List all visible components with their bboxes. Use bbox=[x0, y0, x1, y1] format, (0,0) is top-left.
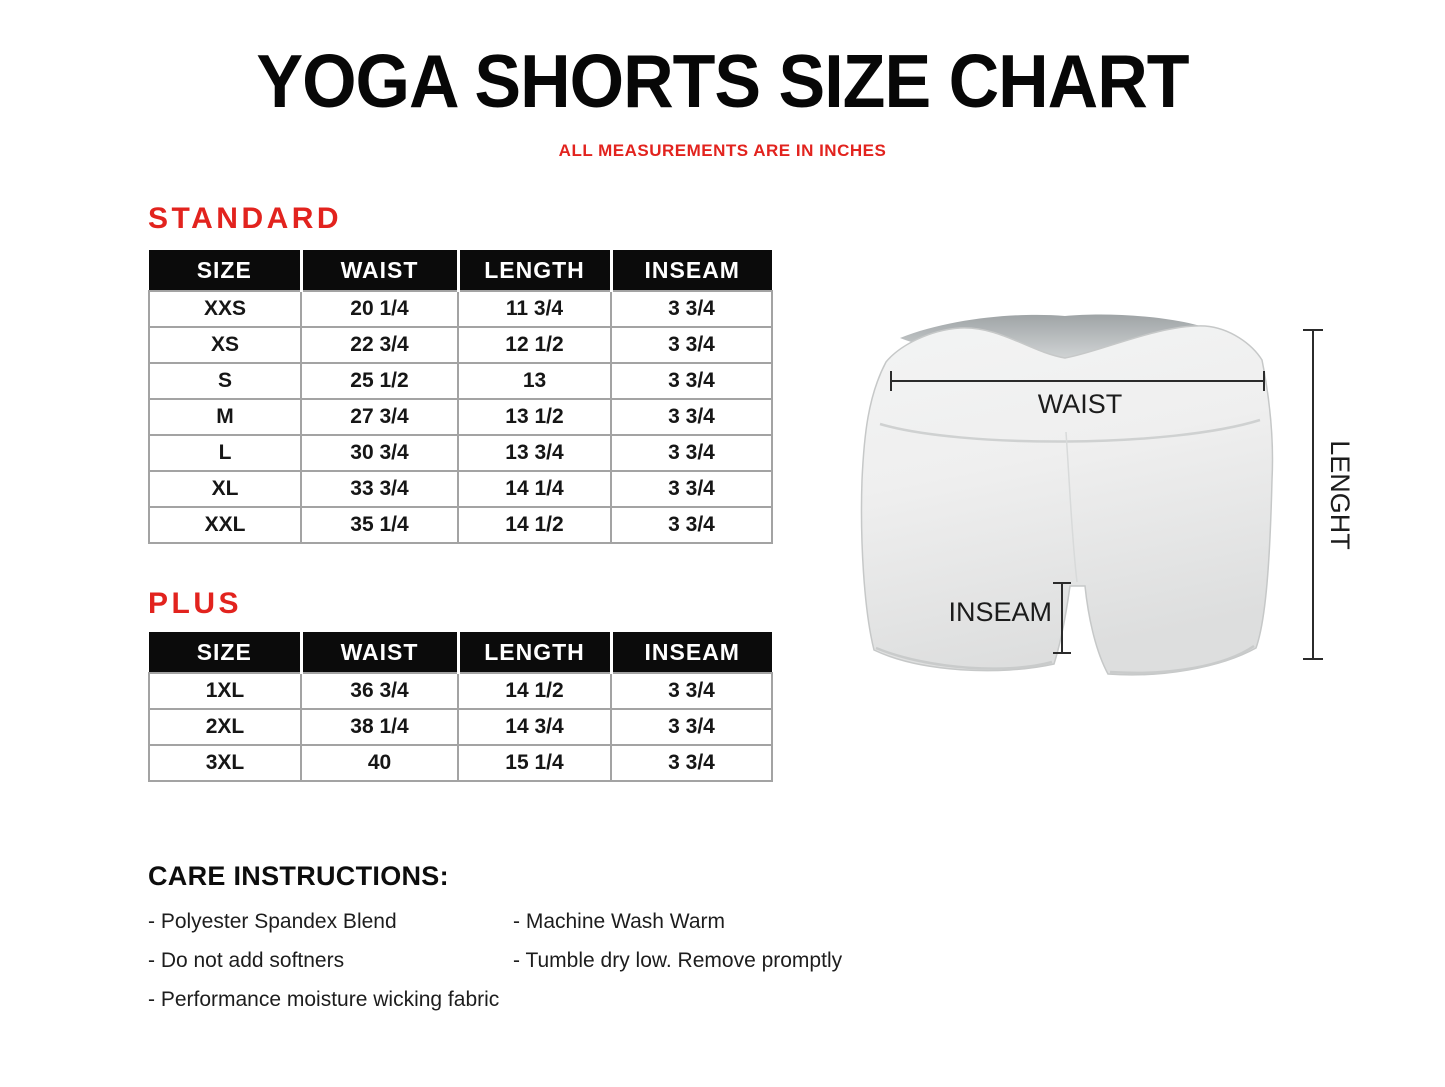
table-cell: 27 3/4 bbox=[301, 399, 458, 435]
waist-label: WAIST bbox=[1037, 389, 1123, 419]
table-row bbox=[149, 709, 772, 745]
table-cell: 3 3/4 bbox=[611, 745, 772, 781]
plus-column-header: SIZE bbox=[149, 632, 301, 673]
care-instructions-left-column bbox=[148, 911, 499, 1028]
standard-size-table bbox=[148, 250, 773, 544]
table-cell: 25 1/2 bbox=[301, 363, 458, 399]
standard-column-header: WAIST bbox=[301, 250, 458, 291]
table-cell: 3 3/4 bbox=[611, 673, 772, 709]
table-cell: M bbox=[149, 399, 301, 435]
plus-size-table bbox=[148, 632, 773, 782]
table-cell: 14 1/2 bbox=[458, 507, 611, 543]
table-cell: XS bbox=[149, 327, 301, 363]
care-instruction-item: - Performance moisture wicking fabric bbox=[148, 988, 500, 1011]
table-cell: 3 3/4 bbox=[611, 709, 772, 745]
table-cell: XXL bbox=[149, 507, 301, 543]
table-cell: L bbox=[149, 435, 301, 471]
table-row bbox=[149, 471, 772, 507]
table-cell: 35 1/4 bbox=[301, 507, 458, 543]
table-cell: 20 1/4 bbox=[301, 291, 458, 327]
table-cell: 22 3/4 bbox=[301, 327, 458, 363]
measurements-note: ALL MEASUREMENTS ARE IN INCHES bbox=[558, 141, 887, 160]
table-row bbox=[149, 399, 772, 435]
table-cell: 3XL bbox=[149, 745, 301, 781]
table-cell: 40 bbox=[301, 745, 458, 781]
table-row bbox=[149, 435, 772, 471]
shorts-body bbox=[862, 326, 1273, 675]
standard-section-label: STANDARD bbox=[148, 202, 343, 235]
standard-header-row bbox=[149, 250, 772, 291]
table-cell: 13 3/4 bbox=[458, 435, 611, 471]
care-instruction-item: - Do not add softners bbox=[148, 949, 345, 972]
care-instructions-right-column bbox=[513, 911, 842, 989]
table-cell: 15 1/4 bbox=[458, 745, 611, 781]
table-row bbox=[149, 507, 772, 543]
plus-column-header: INSEAM bbox=[611, 632, 772, 673]
table-cell: 3 3/4 bbox=[611, 435, 772, 471]
care-instructions-heading: CARE INSTRUCTIONS: bbox=[148, 861, 449, 891]
table-cell: 14 1/2 bbox=[458, 673, 611, 709]
table-cell: 3 3/4 bbox=[611, 507, 772, 543]
table-row bbox=[149, 673, 772, 709]
table-cell: 14 1/4 bbox=[458, 471, 611, 507]
care-instruction-item: - Tumble dry low. Remove promptly bbox=[513, 949, 843, 972]
plus-section-label: PLUS bbox=[148, 587, 243, 620]
table-cell: 30 3/4 bbox=[301, 435, 458, 471]
plus-header-row bbox=[149, 632, 772, 673]
table-cell: 3 3/4 bbox=[611, 327, 772, 363]
care-instruction-item: - Polyester Spandex Blend bbox=[148, 910, 397, 933]
inseam-label: INSEAM bbox=[948, 597, 1052, 627]
table-cell: 3 3/4 bbox=[611, 399, 772, 435]
table-cell: 3 3/4 bbox=[611, 363, 772, 399]
table-cell: 12 1/2 bbox=[458, 327, 611, 363]
table-row bbox=[149, 745, 772, 781]
standard-column-header: SIZE bbox=[149, 250, 301, 291]
table-cell: 1XL bbox=[149, 673, 301, 709]
page-title: YOGA SHORTS SIZE CHART bbox=[256, 39, 1189, 124]
table-cell: XL bbox=[149, 471, 301, 507]
table-cell: 33 3/4 bbox=[301, 471, 458, 507]
table-cell: 3 3/4 bbox=[611, 471, 772, 507]
table-cell: 13 bbox=[458, 363, 611, 399]
table-cell: 36 3/4 bbox=[301, 673, 458, 709]
table-row bbox=[149, 327, 772, 363]
plus-column-header: LENGTH bbox=[458, 632, 611, 673]
length-measure-line bbox=[1303, 330, 1323, 659]
standard-column-header: LENGTH bbox=[458, 250, 611, 291]
care-instruction-item: - Machine Wash Warm bbox=[513, 910, 725, 933]
table-row bbox=[149, 363, 772, 399]
length-label: LENGHT bbox=[1325, 440, 1355, 550]
table-cell: 14 3/4 bbox=[458, 709, 611, 745]
table-cell: 2XL bbox=[149, 709, 301, 745]
standard-column-header: INSEAM bbox=[611, 250, 772, 291]
plus-column-header: WAIST bbox=[301, 632, 458, 673]
table-cell: S bbox=[149, 363, 301, 399]
table-cell: 38 1/4 bbox=[301, 709, 458, 745]
shorts-measurement-diagram bbox=[850, 295, 1370, 715]
table-cell: 3 3/4 bbox=[611, 291, 772, 327]
table-cell: XXS bbox=[149, 291, 301, 327]
table-cell: 11 3/4 bbox=[458, 291, 611, 327]
table-cell: 13 1/2 bbox=[458, 399, 611, 435]
table-row bbox=[149, 291, 772, 327]
